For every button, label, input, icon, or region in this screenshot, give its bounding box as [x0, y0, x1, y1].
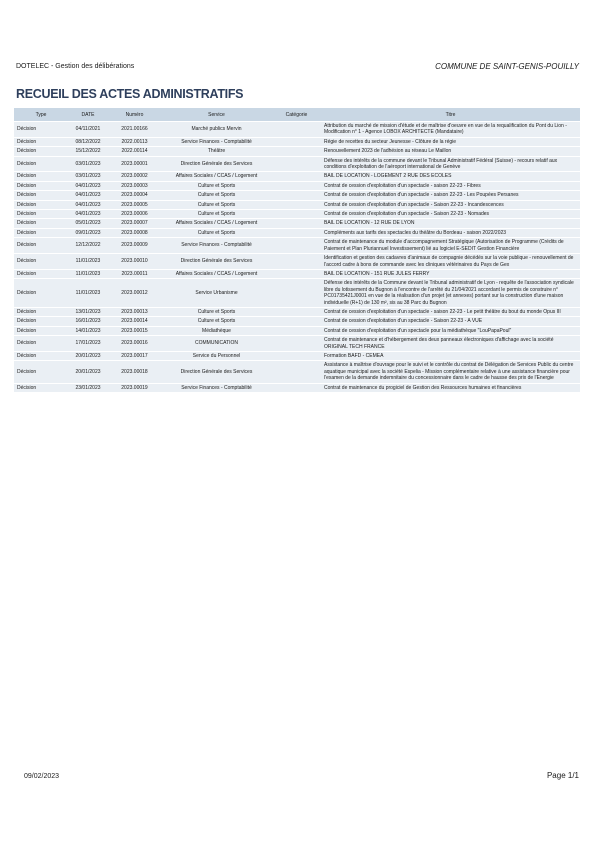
cell-category [272, 383, 321, 392]
cell-title: Contrat de cession d'exploitation d'un spectacle - Saison 22-23 - Nomades [321, 210, 580, 219]
cell-type: Décision [14, 181, 68, 190]
cell-category [272, 307, 321, 316]
cell-number: 2023.00017 [108, 351, 161, 360]
cell-service: Service Urbanisme [161, 279, 272, 308]
table-row [14, 210, 580, 219]
cell-service: Direction Générale des Services [161, 254, 272, 270]
cell-service: Affaires Sociales / CCAS / Logement [161, 219, 272, 228]
cell-service: COMMUNICATION [161, 336, 272, 352]
cell-number: 2023.00019 [108, 383, 161, 392]
cell-type: Décision [14, 383, 68, 392]
cell-title: Défense des intérêts de la commune devant le Tribunal Administratif Fédéral (Suisse) - recours relatif aux conditions d'exploitation de l'aéroport international de Genève [321, 156, 580, 172]
cell-date: 04/01/2023 [68, 191, 108, 200]
cell-service: Culture et Sports [161, 200, 272, 209]
cell-title: Contrat de maintenance du progiciel de Gestion des Ressources humaines et financières [321, 383, 580, 392]
cell-type: Décision [14, 269, 68, 278]
cell-date: 12/12/2022 [68, 238, 108, 254]
table-row [14, 254, 580, 270]
table-row [14, 147, 580, 156]
cell-service: Service Finances - Comptabilité [161, 383, 272, 392]
cell-title: Contrat de cession d'exploitation d'un spectacle - saison 22-23 - Fibres [321, 181, 580, 190]
cell-type: Décision [14, 172, 68, 181]
cell-date: 03/01/2023 [68, 156, 108, 172]
table-row [14, 219, 580, 228]
cell-number: 2023.00009 [108, 238, 161, 254]
cell-number: 2023.00005 [108, 200, 161, 209]
column-header: Numéro [108, 108, 161, 122]
cell-service: Culture et Sports [161, 317, 272, 326]
header-app-name: DOTELEC - Gestion des délibérations [16, 63, 135, 70]
cell-category [272, 210, 321, 219]
cell-number: 2023.00007 [108, 219, 161, 228]
cell-date: 04/01/2023 [68, 181, 108, 190]
cell-type: Décision [14, 156, 68, 172]
cell-number: 2023.00014 [108, 317, 161, 326]
table-row [14, 200, 580, 209]
cell-title: Identification et gestion des cadavres d'animaux de compagnie décédés sur la voie publique - renouvellement de l'accord cadre à bons de commande avec les cliniques vétérinaires du Pays de Gex [321, 254, 580, 270]
cell-service: Culture et Sports [161, 181, 272, 190]
cell-type: Décision [14, 254, 68, 270]
cell-category [272, 279, 321, 308]
cell-type: Décision [14, 210, 68, 219]
cell-number: 2023.00010 [108, 254, 161, 270]
column-header: Catégorie [272, 108, 321, 122]
cell-date: 11/01/2023 [68, 279, 108, 308]
cell-number: 2021.00166 [108, 122, 161, 138]
cell-category [272, 254, 321, 270]
cell-category [272, 317, 321, 326]
cell-number: 2023.00008 [108, 228, 161, 237]
cell-date: 09/01/2023 [68, 228, 108, 237]
acts-table [14, 108, 580, 393]
cell-service: Culture et Sports [161, 210, 272, 219]
cell-title: Contrat de cession d'exploitation d'un spectacle - Saison 22-23 - A VUE [321, 317, 580, 326]
cell-date: 15/12/2022 [68, 147, 108, 156]
cell-type: Décision [14, 147, 68, 156]
cell-category [272, 238, 321, 254]
cell-service: Direction Générale des Services [161, 361, 272, 383]
cell-category [272, 172, 321, 181]
cell-date: 04/01/2023 [68, 200, 108, 209]
table-row [14, 336, 580, 352]
cell-category [272, 137, 321, 146]
cell-type: Décision [14, 191, 68, 200]
table-row [14, 383, 580, 392]
cell-type: Décision [14, 317, 68, 326]
cell-date: 03/01/2023 [68, 172, 108, 181]
cell-service: Culture et Sports [161, 307, 272, 316]
cell-type: Décision [14, 279, 68, 308]
column-header: Titre [321, 108, 580, 122]
cell-service: Direction Générale des Services [161, 156, 272, 172]
cell-number: 2023.00011 [108, 269, 161, 278]
cell-category [272, 200, 321, 209]
cell-service: Affaires Sociales / CCAS / Logement [161, 172, 272, 181]
cell-number: 2023.00002 [108, 172, 161, 181]
cell-date: 23/01/2023 [68, 383, 108, 392]
table-row [14, 137, 580, 146]
cell-category [272, 219, 321, 228]
cell-service: Culture et Sports [161, 228, 272, 237]
cell-service: Service Finances - Comptabilité [161, 137, 272, 146]
footer-page-number: Page 1/1 [546, 771, 579, 780]
cell-date: 17/01/2023 [68, 336, 108, 352]
table-row [14, 361, 580, 383]
cell-date: 14/01/2023 [68, 326, 108, 335]
cell-title: Régie de recettes du secteur Jeunesse - Clôture de la régie [321, 137, 580, 146]
cell-date: 04/01/2023 [68, 210, 108, 219]
cell-title: Compléments aux tarifs des spectacles du théâtre du Bordeau - saison 2022/2023 [321, 228, 580, 237]
table-row [14, 238, 580, 254]
table-row [14, 156, 580, 172]
cell-category [272, 361, 321, 383]
cell-number: 2023.00012 [108, 279, 161, 308]
cell-date: 11/01/2023 [68, 269, 108, 278]
cell-date: 08/12/2022 [68, 137, 108, 146]
table-row [14, 181, 580, 190]
cell-type: Décision [14, 228, 68, 237]
cell-title: Contrat de maintenance du module d'accompagnement Stratégique (Autorisation de Programme (Crédits de Paiement et Plan Pluriannuel Investissement) lié au logiciel E-SEDIT Gestion Financière [321, 238, 580, 254]
footer-date: 09/02/2023 [24, 773, 60, 780]
table-row [14, 172, 580, 181]
cell-service: Médiathèque [161, 326, 272, 335]
table-row [14, 351, 580, 360]
cell-title: Défense des intérêts de la Commune devant le Tribunal administratif de Lyon - requête de l'association syndicale libre du lotissement du Bugnon à l'encontre de l'arrêté du 21/04/2021 accordant le permis de construire n° PC01735421J0001 en vue de la réalisation d'un projet (et annexes) portant sur la construction d'une maison individuelle (R+1) de 130 m², sis au 38 Parc du Bugnon [321, 279, 580, 308]
cell-number: 2023.00003 [108, 181, 161, 190]
cell-category [272, 147, 321, 156]
cell-service: Marché publics Mervin [161, 122, 272, 138]
cell-title: Contrat de maintenance et d'hébergement des deux panneaux électroniques d'affichage avec la société ORIGINAL TECH FRANCE [321, 336, 580, 352]
cell-title: Contrat de cession d'exploitation d'un spectacle - saison 22-23 - Les Poupées Persanes [321, 191, 580, 200]
cell-date: 04/11/2021 [68, 122, 108, 138]
cell-title: BAIL DE LOCATION - 12 RUE DE LYON [321, 219, 580, 228]
cell-category [272, 326, 321, 335]
cell-number: 2023.00018 [108, 361, 161, 383]
cell-title: BAIL DE LOCATION - LOGEMENT 2 RUE DES ECOLES [321, 172, 580, 181]
column-header: Service [161, 108, 272, 122]
cell-number: 2023.00013 [108, 307, 161, 316]
cell-number: 2022.00113 [108, 137, 161, 146]
cell-date: 20/01/2023 [68, 351, 108, 360]
cell-service: Théâtre [161, 147, 272, 156]
cell-type: Décision [14, 361, 68, 383]
header-commune-name: COMMUNE DE SAINT-GENIS-POUILLY [435, 62, 579, 71]
cell-title: Contrat de cession d'exploitation d'un spectacle - Saison 22-23 - Incandescences [321, 200, 580, 209]
cell-category [272, 228, 321, 237]
cell-type: Décision [14, 238, 68, 254]
cell-date: 16/01/2023 [68, 317, 108, 326]
table-row [14, 326, 580, 335]
cell-type: Décision [14, 137, 68, 146]
cell-category [272, 336, 321, 352]
cell-date: 20/01/2023 [68, 361, 108, 383]
cell-date: 05/01/2023 [68, 219, 108, 228]
table-row [14, 279, 580, 308]
table-row [14, 317, 580, 326]
cell-service: Affaires Sociales / CCAS / Logement [161, 269, 272, 278]
cell-date: 11/01/2023 [68, 254, 108, 270]
cell-category [272, 269, 321, 278]
cell-number: 2023.00015 [108, 326, 161, 335]
table-row [14, 269, 580, 278]
cell-category [272, 122, 321, 138]
cell-title: BAIL DE LOCATION - 151 RUE JULES FERRY [321, 269, 580, 278]
table-row [14, 307, 580, 316]
cell-service: Service du Personnel [161, 351, 272, 360]
column-header: Type [14, 108, 68, 122]
cell-number: 2023.00001 [108, 156, 161, 172]
table-row [14, 122, 580, 138]
cell-number: 2023.00006 [108, 210, 161, 219]
table-body [14, 122, 580, 393]
cell-service: Culture et Sports [161, 191, 272, 200]
column-header: DATE [68, 108, 108, 122]
cell-title: Contrat de cession d'exploitation d'un spectacle pour la médiathèque "LouPapaPoul" [321, 326, 580, 335]
cell-title: Attribution du marché de mission d'étude et de maîtrise d'oeuvre en vue de la requalification du Pont du Lion - Modification n° 1 - Agence LOBOX ARCHITECTE (Mandataire) [321, 122, 580, 138]
cell-number: 2023.00016 [108, 336, 161, 352]
cell-category [272, 156, 321, 172]
cell-title: Assistance à maîtrise d'ouvrage pour le suivi et le contrôle du contrat de Délégation de Services Public du centre aquatique municipal avec la société Espelia - Mission complémentaire relative à une assistance financière pour l'examen de la demande indemnitaire du concessionnaire dans le cadre de hausse des prix de l'Energie [321, 361, 580, 383]
cell-category [272, 351, 321, 360]
cell-type: Décision [14, 351, 68, 360]
cell-category [272, 191, 321, 200]
table-row [14, 191, 580, 200]
cell-type: Décision [14, 307, 68, 316]
table-row [14, 228, 580, 237]
table-header-row [14, 108, 580, 122]
cell-title: Contrat de cession d'exploitation d'un spectacle - saison 22-23 - Le petit théâtre du bout du monde Opus III [321, 307, 580, 316]
cell-date: 13/01/2023 [68, 307, 108, 316]
cell-service: Service Finances - Comptabilité [161, 238, 272, 254]
page-title: RECUEIL DES ACTES ADMINISTRATIFS [16, 87, 244, 101]
cell-number: 2022.00114 [108, 147, 161, 156]
cell-type: Décision [14, 326, 68, 335]
cell-title: Renouvellement 2023 de l'adhésion au réseau Le Maillon [321, 147, 580, 156]
cell-type: Décision [14, 336, 68, 352]
cell-type: Décision [14, 200, 68, 209]
cell-type: Décision [14, 122, 68, 138]
cell-type: Décision [14, 219, 68, 228]
cell-number: 2023.00004 [108, 191, 161, 200]
cell-category [272, 181, 321, 190]
cell-title: Formation BAFD - CEMEA [321, 351, 580, 360]
